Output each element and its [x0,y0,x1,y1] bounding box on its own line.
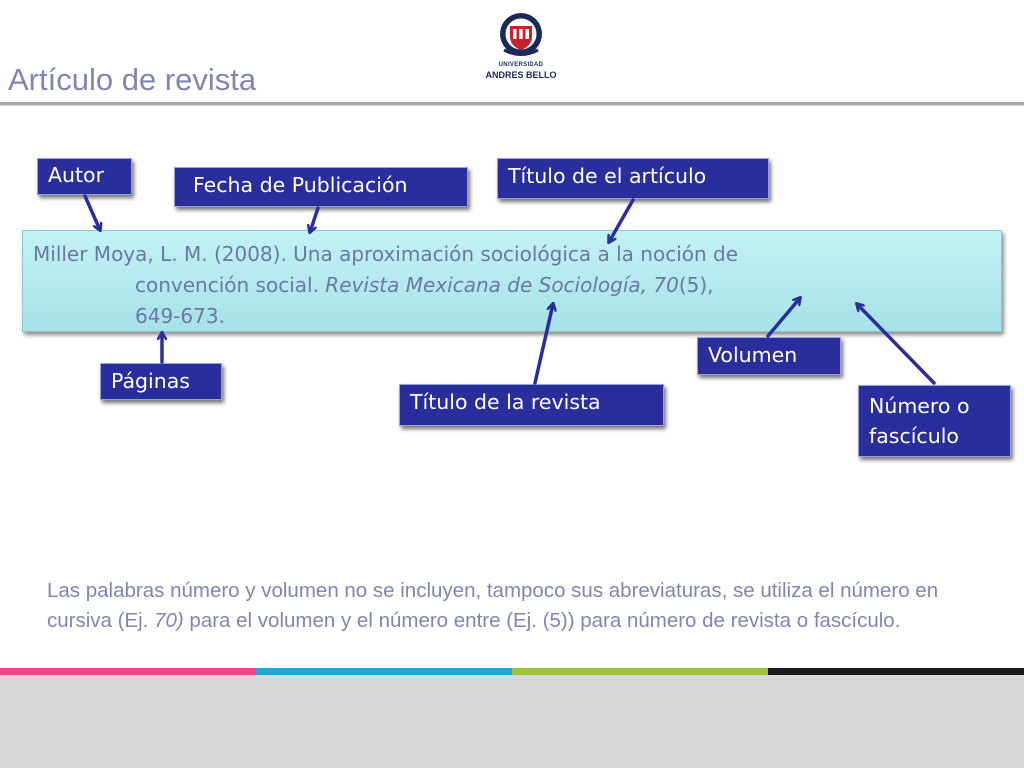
label-autor: Autor [37,158,132,195]
label-numero-line2: fascículo [869,424,959,448]
note-part-2: para el volumen y el número entre (Ej. (5)) para número de revista o fascículo. [183,609,901,632]
footer-bar-blue [256,668,512,675]
arrow-autor [85,196,100,230]
slide-title: Artículo de revista [8,62,257,97]
note-italic-example: 70) [154,609,184,632]
citation-journal-title: Revista Mexicana de Sociología, 70 [325,273,679,297]
logo-text-andres-bello: ANDRES BELLO [485,70,557,80]
citation-pages: 649-673. [135,304,225,328]
footer-color-bars [0,668,1024,675]
label-paginas: Páginas [100,363,222,400]
label-fecha-publicacion: Fecha de Publicación [174,167,468,207]
arrow-fecha [310,208,318,232]
citation-article-title-end: convención social. [135,273,326,297]
label-volumen: Volumen [697,337,841,375]
note-part-1: Las palabras número y volumen no se incluyen, tampoco sus abreviaturas, se utiliza el número en cursiva (Ej. [47,579,939,632]
label-titulo-articulo: Título de el artículo [497,158,769,199]
explanatory-note [47,576,997,636]
arrow-titulo-revista [535,304,553,383]
footer-gray-band [0,675,1024,768]
label-numero-line1: Número o [869,394,970,418]
arrow-numero [857,304,934,383]
arrow-titulo-articulo [609,200,633,242]
arrow-volumen [768,298,800,336]
citation-line-1: Miller Moya, L. M. (2008). Una aproximación sociológica a la noción de [33,242,739,266]
footer-bar-green [512,668,768,675]
logo-text-universidad: UNIVERSIDAD [498,62,544,68]
footer-bar-black [768,668,1024,675]
citation-issue: (5), [678,273,714,297]
label-titulo-revista: Título de la revista [399,384,664,426]
footer-bar-pink [0,668,256,675]
